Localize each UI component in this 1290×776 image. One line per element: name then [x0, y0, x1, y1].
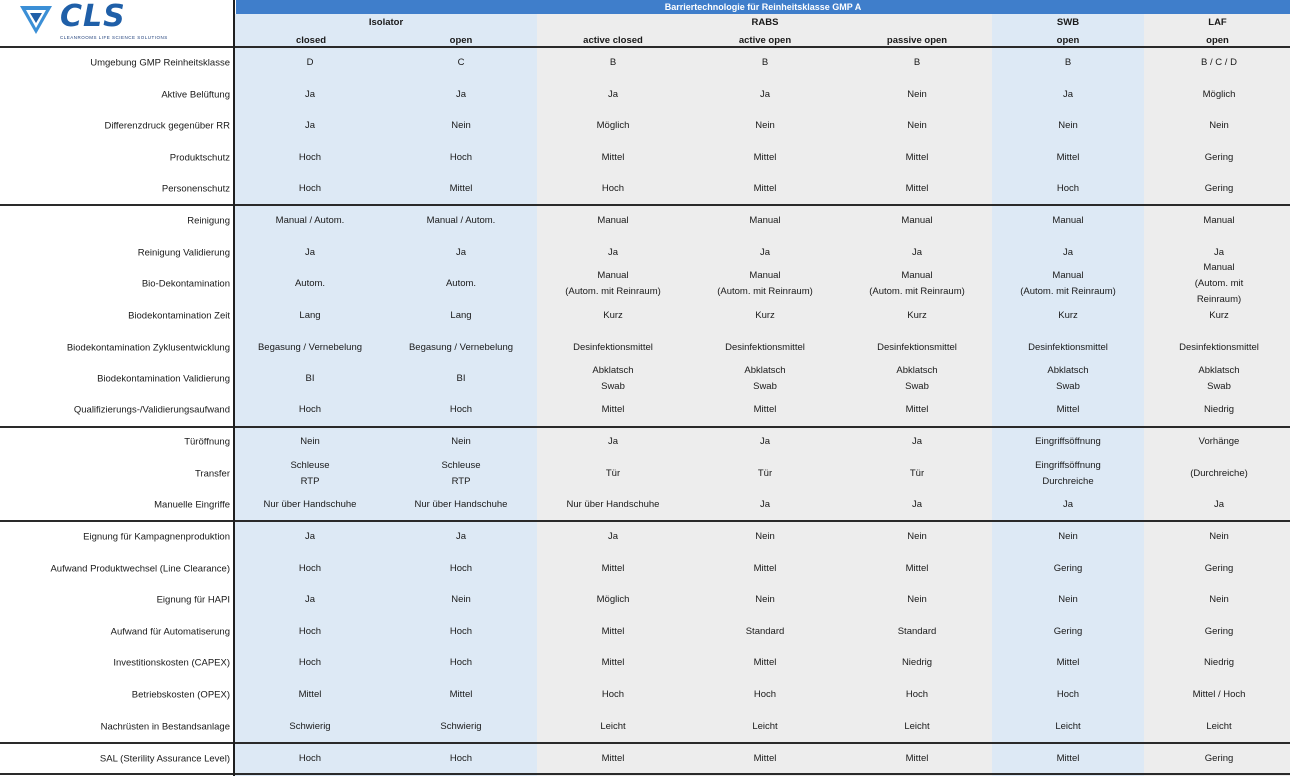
table-cell: Gering	[1204, 563, 1234, 574]
table-cell: D	[306, 57, 314, 68]
row-label: Aufwand für Automatiserung	[110, 626, 230, 638]
table-cell: Manual (Autom. mit Reinraum)	[565, 270, 661, 297]
table-cell: Abklatsch Swab	[1047, 365, 1089, 392]
table-cell: Schwierig	[289, 721, 331, 732]
table-cell: Hoch	[601, 689, 625, 700]
row-label: Aktive Belüftung	[161, 89, 230, 101]
row-label: Aufwand Produktwechsel (Line Clearance)	[50, 563, 230, 575]
table-cell: Nein	[1058, 531, 1078, 542]
column-header: closed	[295, 35, 327, 46]
table-cell: Gering	[1053, 626, 1083, 637]
table-cell: Schleuse RTP	[290, 460, 330, 487]
table-cell: Kurz	[907, 310, 927, 321]
table-cell: Ja	[304, 247, 316, 258]
table-cell: Manual	[749, 215, 781, 226]
isolator-column-band	[235, 14, 537, 776]
table-cell: Ja	[607, 436, 619, 447]
table-cell: Nein	[300, 436, 320, 447]
table-cell: Hoch	[449, 152, 473, 163]
table-cell: Hoch	[449, 563, 473, 574]
table-cell: Hoch	[1056, 689, 1080, 700]
table-cell: Hoch	[449, 657, 473, 668]
table-cell: Ja	[759, 247, 771, 258]
table-cell: Nur über Handschuhe	[414, 499, 508, 510]
table-cell: Mittel	[1056, 657, 1080, 668]
table-cell: Ja	[911, 247, 923, 258]
table-cell: Leicht	[600, 721, 626, 732]
table-cell: Nein	[1058, 594, 1078, 605]
table-cell: Ja	[759, 436, 771, 447]
row-label: SAL (Sterility Assurance Level)	[99, 753, 230, 765]
table-cell: Manual	[1052, 215, 1084, 226]
table-cell: Leicht	[752, 721, 778, 732]
column-header: active open	[738, 35, 792, 46]
column-header: open	[1056, 35, 1080, 46]
table-cell: Mittel	[753, 753, 777, 764]
table-cell: Mittel	[753, 563, 777, 574]
table-cell: Hoch	[298, 657, 322, 668]
table-cell: B	[913, 57, 921, 68]
row-label: Manuelle Eingriffe	[154, 499, 230, 511]
table-cell: Nein	[907, 120, 927, 131]
table-cell: Nein	[451, 436, 471, 447]
table-cell: Begasung / Vernebelung	[257, 342, 363, 353]
table-cell: Autom.	[445, 278, 477, 289]
table-cell: Abklatsch Swab	[592, 365, 634, 392]
table-cell: Autom.	[294, 278, 326, 289]
table-cell: Manual (Autom. mit Reinraum)	[869, 270, 965, 297]
table-cell: Hoch	[449, 404, 473, 415]
table-cell: Mittel	[1056, 152, 1080, 163]
row-label: Biodekontamination Zeit	[128, 310, 230, 322]
table-cell: Nein	[907, 531, 927, 542]
table-cell: Niedrig	[1203, 657, 1235, 668]
table-cell: Gering	[1204, 183, 1234, 194]
label-column-divider	[233, 0, 235, 776]
table-cell: Gering	[1053, 563, 1083, 574]
row-label: Umgebung GMP Reinheitsklasse	[90, 57, 230, 69]
table-cell: Gering	[1204, 753, 1234, 764]
table-cell: Hoch	[298, 626, 322, 637]
table-cell: Desinfektionsmittel	[877, 342, 957, 353]
table-cell: Ja	[304, 594, 316, 605]
table-cell: Leicht	[1206, 721, 1232, 732]
table-cell: Vorhänge	[1198, 436, 1240, 447]
row-label: Differenzdruck gegenüber RR	[104, 120, 230, 132]
company-logo	[0, 0, 232, 46]
table-cell: Mittel / Hoch	[1192, 689, 1246, 700]
table-cell: Abklatsch Swab	[896, 365, 938, 392]
table-cell: Schwierig	[440, 721, 482, 732]
table-cell: B	[761, 57, 769, 68]
table-cell: Kurz	[1209, 310, 1229, 321]
table-cell: Tür	[605, 468, 621, 479]
table-cell: Ja	[455, 247, 467, 258]
table-cell: Ja	[759, 89, 771, 100]
section-divider	[0, 742, 1290, 744]
table-cell: Desinfektionsmittel	[725, 342, 805, 353]
group-header-swb: SWB	[1056, 17, 1080, 28]
table-cell: Nein	[1209, 120, 1229, 131]
table-cell: BI	[305, 373, 315, 384]
table-cell: Tür	[909, 468, 925, 479]
table-cell: Ja	[1062, 89, 1074, 100]
row-label: Qualifizierungs-/Validierungsaufwand	[73, 404, 230, 416]
table-cell: BI	[456, 373, 466, 384]
table-cell: Nein	[451, 120, 471, 131]
table-cell: Ja	[304, 89, 316, 100]
table-cell: Ja	[1062, 247, 1074, 258]
row-label: Biodekontamination Validierung	[97, 373, 230, 385]
logo-name: CLS	[60, 0, 126, 34]
column-header: open	[449, 35, 473, 46]
table-cell: Hoch	[298, 404, 322, 415]
table-cell: Leicht	[904, 721, 930, 732]
table-cell: Lang	[450, 310, 472, 321]
table-cell: Standard	[745, 626, 785, 637]
section-divider	[0, 520, 1290, 522]
table-cell: Mittel	[905, 753, 929, 764]
row-label: Reinigung Validierung	[137, 247, 230, 259]
table-cell: Mittel	[905, 152, 929, 163]
logo-mark-icon	[18, 2, 54, 36]
column-header: active closed	[583, 35, 643, 46]
section-divider	[0, 204, 1290, 206]
table-cell: Ja	[1062, 499, 1074, 510]
table-cell: Nein	[907, 89, 927, 100]
table-cell: Mittel	[905, 563, 929, 574]
table-cell: Leicht	[1055, 721, 1081, 732]
table-cell: Ja	[607, 531, 619, 542]
column-header: open	[1206, 35, 1229, 46]
table-cell: Ja	[1213, 499, 1225, 510]
table-cell: Kurz	[755, 310, 775, 321]
header-divider	[0, 46, 1290, 48]
table-cell: Niedrig	[901, 657, 933, 668]
table-cell: Gering	[1204, 152, 1234, 163]
table-cell: Nur über Handschuhe	[263, 499, 357, 510]
logo-tagline: CLEANROOMS LIFE SCIENCE SOLUTIONS	[60, 35, 168, 40]
table-cell: Schleuse RTP	[441, 460, 481, 487]
table-cell: Kurz	[603, 310, 623, 321]
table-cell: Mittel	[905, 404, 929, 415]
table-cell: Hoch	[1056, 183, 1080, 194]
table-cell: Mittel	[601, 753, 625, 764]
table-cell: Nein	[451, 594, 471, 605]
row-label: Eignung für Kampagnenproduktion	[83, 531, 230, 543]
table-cell: Eingriffsöffnung	[1035, 436, 1101, 447]
table-cell: Ja	[911, 499, 923, 510]
table-cell: Hoch	[298, 183, 322, 194]
row-label: Betriebskosten (OPEX)	[131, 689, 230, 701]
table-cell: Mittel	[449, 183, 473, 194]
table-cell: Niedrig	[1203, 404, 1235, 415]
table-cell: Hoch	[298, 753, 322, 764]
table-cell: Eingriffsöffnung Durchreiche	[1035, 460, 1101, 487]
table-cell: Mittel	[1056, 753, 1080, 764]
table-cell: Ja	[455, 531, 467, 542]
table-cell: Hoch	[449, 626, 473, 637]
table-cell: Standard	[897, 626, 937, 637]
row-label: Transfer	[194, 468, 230, 480]
table-cell: Nein	[1209, 594, 1229, 605]
row-label: Nachrüsten in Bestandsanlage	[100, 721, 230, 733]
table-cell: (Durchreiche)	[1190, 468, 1248, 479]
table-cell: Möglich	[596, 594, 630, 605]
table-cell: Desinfektionsmittel	[573, 342, 653, 353]
table-cell: Ja	[607, 247, 619, 258]
table-cell: Manual (Autom. mit Reinraum)	[1020, 270, 1116, 297]
table-cell: Mittel	[753, 404, 777, 415]
table-cell: Mittel	[753, 152, 777, 163]
table-cell: Möglich	[1202, 89, 1236, 100]
row-label: Reinigung	[187, 215, 230, 227]
table-cell: Manual (Autom. mit Reinraum)	[717, 270, 813, 297]
table-cell: Abklatsch Swab	[1198, 365, 1240, 392]
table-cell: Ja	[304, 120, 316, 131]
table-cell: Mittel	[905, 183, 929, 194]
table-cell: Gering	[1204, 626, 1234, 637]
group-header-laf: LAF	[1208, 17, 1227, 28]
table-cell: Manual (Autom. mit Reinraum)	[1194, 262, 1244, 305]
table-cell: Hoch	[298, 563, 322, 574]
row-label: Biodekontamination Zyklusentwicklung	[66, 342, 230, 354]
table-cell: Hoch	[449, 753, 473, 764]
table-cell: Desinfektionsmittel	[1179, 342, 1259, 353]
table-cell: Ja	[304, 531, 316, 542]
table-cell: Mittel	[601, 152, 625, 163]
table-cell: Mittel	[753, 657, 777, 668]
table-cell: Nein	[907, 594, 927, 605]
table-cell: Abklatsch Swab	[744, 365, 786, 392]
table-cell: Hoch	[601, 183, 625, 194]
table-cell: Möglich	[596, 120, 630, 131]
table-cell: Hoch	[905, 689, 929, 700]
table-cell: Manual	[1203, 215, 1235, 226]
table-cell: B	[609, 57, 617, 68]
table-cell: Mittel	[601, 563, 625, 574]
table-cell: Ja	[455, 89, 467, 100]
table-bottom-border	[0, 773, 1290, 775]
row-label: Bio-Dekontamination	[141, 278, 230, 290]
table-cell: Mittel	[601, 626, 625, 637]
table-cell: Nur über Handschuhe	[566, 499, 660, 510]
table-cell: Mittel	[753, 183, 777, 194]
table-cell: Mittel	[298, 689, 322, 700]
table-cell: Nein	[755, 594, 775, 605]
row-label: Investitionskosten (CAPEX)	[113, 657, 230, 669]
table-cell: Ja	[607, 89, 619, 100]
table-cell: Nein	[755, 120, 775, 131]
group-header-rabs: RABS	[751, 17, 779, 28]
table-cell: C	[457, 57, 465, 68]
table-cell: Manual / Autom.	[275, 215, 345, 226]
table-cell: Mittel	[1056, 404, 1080, 415]
table-cell: Desinfektionsmittel	[1028, 342, 1108, 353]
table-cell: Manual / Autom.	[426, 215, 496, 226]
row-label: Eignung für HAPI	[156, 594, 230, 606]
column-header: passive open	[886, 35, 948, 46]
table-cell: Nein	[755, 531, 775, 542]
table-cell: Hoch	[753, 689, 777, 700]
table-cell: Manual	[901, 215, 933, 226]
table-cell: Nein	[1209, 531, 1229, 542]
table-cell: Begasung / Vernebelung	[408, 342, 514, 353]
table-cell: Ja	[1213, 247, 1225, 258]
table-cell: B	[1064, 57, 1072, 68]
table-cell: Tür	[757, 468, 773, 479]
table-cell: Nein	[1058, 120, 1078, 131]
group-header-isolator: Isolator	[368, 17, 404, 28]
row-label: Türöffnung	[184, 436, 230, 448]
table-cell: Lang	[299, 310, 321, 321]
row-label: Personenschutz	[161, 183, 230, 195]
table-cell: Ja	[911, 436, 923, 447]
table-cell: B / C / D	[1201, 57, 1237, 68]
table-cell: Ja	[759, 499, 771, 510]
table-cell: Manual	[597, 215, 629, 226]
table-cell: Mittel	[449, 689, 473, 700]
table-cell: Hoch	[298, 152, 322, 163]
table-title: Barriertechnologie für Reinheitsklasse GMP A	[236, 0, 1290, 14]
table-cell: Kurz	[1058, 310, 1078, 321]
row-label: Produktschutz	[169, 152, 230, 164]
section-divider	[0, 426, 1290, 428]
table-cell: Mittel	[601, 404, 625, 415]
table-cell: Mittel	[601, 657, 625, 668]
